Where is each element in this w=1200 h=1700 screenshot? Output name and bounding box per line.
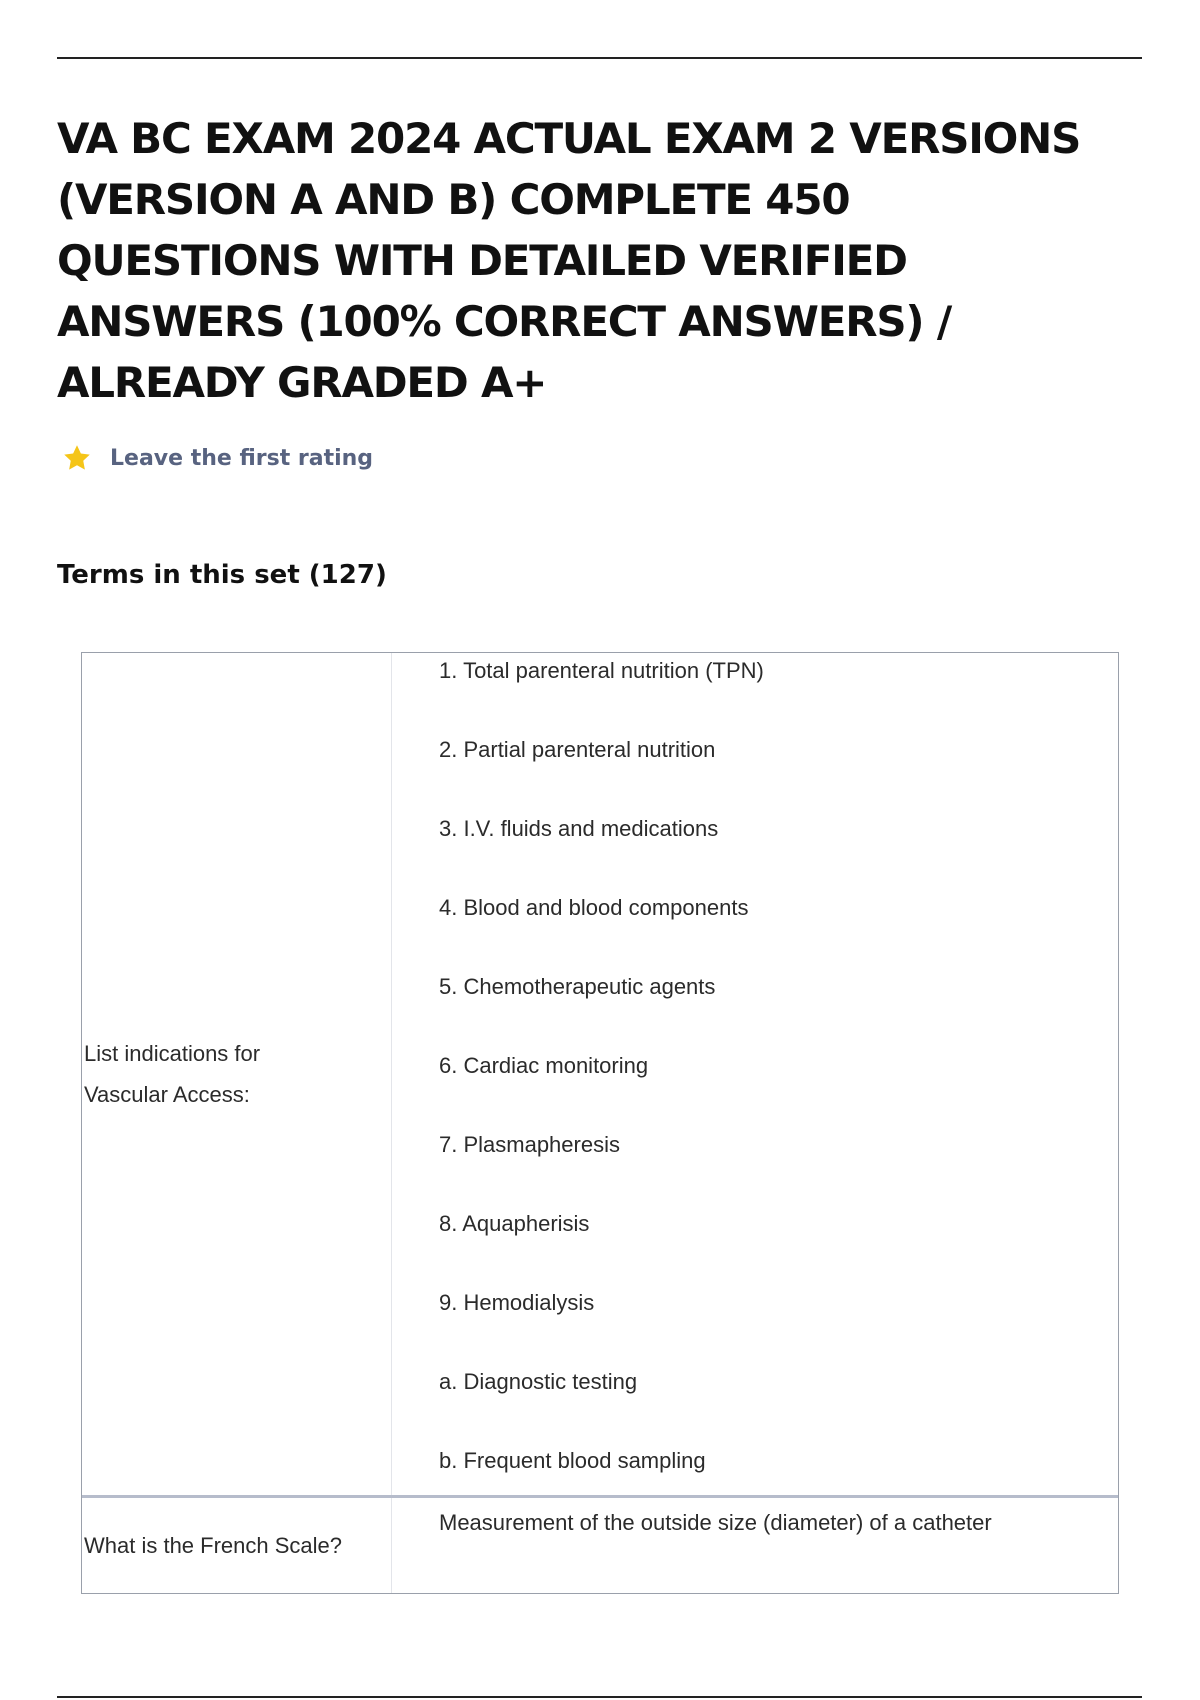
definition-item: 6. Cardiac monitoring — [439, 1053, 649, 1078]
definition-item: 3. I.V. fluids and medications — [439, 816, 719, 841]
rating-label[interactable]: Leave the first rating — [110, 445, 374, 471]
term-text — [84, 1033, 260, 1115]
definition-list — [439, 653, 1118, 1495]
page-title-line: VA BC EXAM 2024 ACTUAL EXAM 2 VERSIONS — [57, 114, 1081, 163]
page-title-line: ANSWERS (100% CORRECT ANSWERS) / — [57, 297, 951, 346]
definition-item: 4. Blood and blood components — [439, 895, 749, 920]
term-text: What is the French Scale? — [84, 1533, 343, 1558]
definition-item: 1. Total parenteral nutrition (TPN) — [439, 658, 764, 683]
term-text-line: Vascular Access: — [84, 1082, 250, 1107]
definition-text: Measurement of the outside size (diameter) of a catheter — [439, 1510, 992, 1535]
definition-item: b. Frequent blood sampling — [439, 1448, 706, 1473]
definition-item: 9. Hemodialysis — [439, 1290, 595, 1315]
terms-table — [81, 652, 1119, 1594]
definition-cell — [392, 653, 1118, 1495]
definition-item: 7. Plasmapheresis — [439, 1132, 620, 1157]
term-text-line: List indications for — [84, 1041, 261, 1066]
star-icon — [62, 443, 92, 473]
definition-item: 2. Partial parenteral nutrition — [439, 737, 716, 762]
term-cell — [82, 653, 392, 1495]
definition-item: 5. Chemotherapeutic agents — [439, 974, 716, 999]
definition-item: a. Diagnostic testing — [439, 1369, 638, 1394]
term-row — [82, 653, 1118, 1495]
rating-link[interactable] — [62, 440, 373, 476]
bottom-divider — [57, 1696, 1142, 1698]
term-cell — [82, 1498, 392, 1593]
term-row — [82, 1495, 1118, 1593]
page-title-line: QUESTIONS WITH DETAILED VERIFIED — [57, 236, 907, 285]
page-title-line: (VERSION A AND B) COMPLETE 450 — [57, 175, 850, 224]
definition-cell — [392, 1498, 1118, 1593]
terms-count-heading: Terms in this set (127) — [57, 560, 387, 590]
page-title — [57, 108, 1147, 413]
top-divider — [57, 57, 1142, 59]
page-title-line: ALREADY GRADED A+ — [57, 358, 547, 407]
definition-item: 8. Aquapherisis — [439, 1211, 590, 1236]
